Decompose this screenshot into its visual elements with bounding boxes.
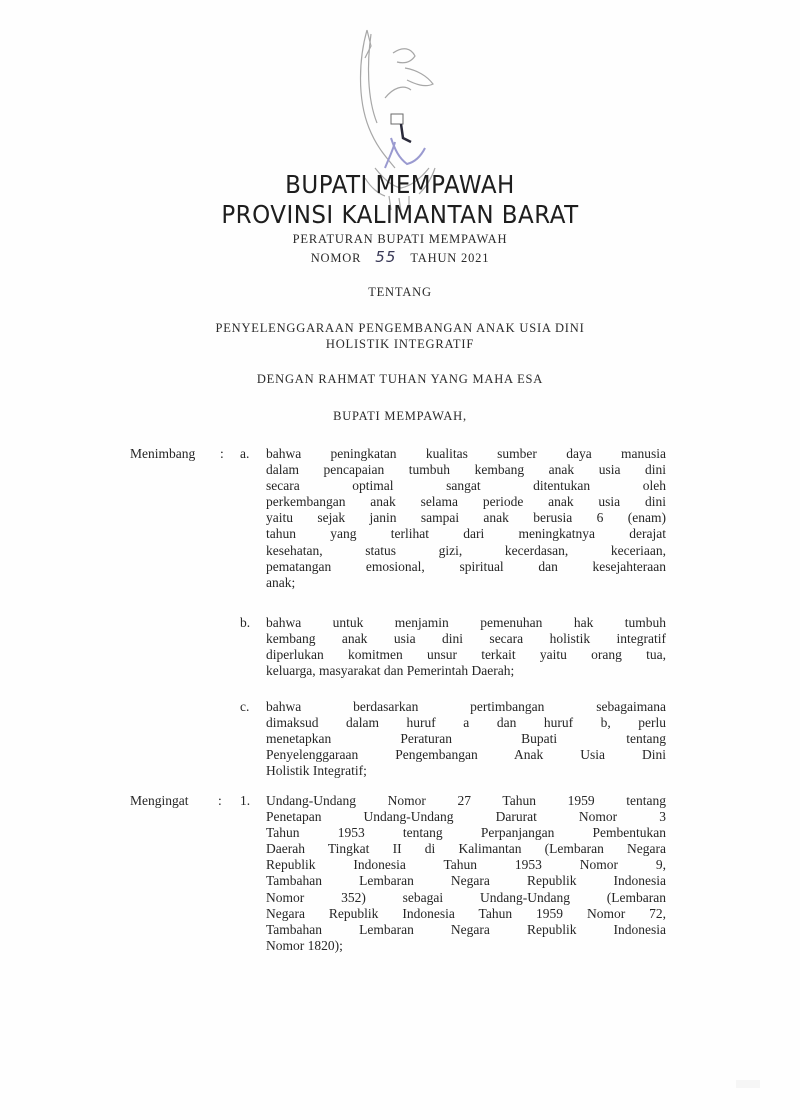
scan-artifact <box>736 1080 760 1088</box>
text-line: kembang anak usia dini secara holistik integratif <box>266 631 666 647</box>
regulation-number: 55 <box>375 248 397 266</box>
text-line: Daerah Tingkat II di Kalimantan (Lembaran Negara <box>266 841 666 857</box>
text-line: Undang-Undang Nomor 27 Tahun 1959 tentang <box>266 793 666 808</box>
item-label-1: 1. <box>240 793 251 808</box>
text-line: Penyelenggaraan Pengembangan Anak Usia Dini <box>266 747 666 763</box>
mengingat-label: Mengingat <box>130 793 189 808</box>
mengingat-colon: : <box>218 793 222 808</box>
text-line: menetapkan Peraturan Bupati tentang <box>266 731 666 747</box>
menimbang-label: Menimbang <box>130 446 196 461</box>
text-line: diperlukan komitmen unsur terkait yaitu orang tua, <box>266 647 666 663</box>
number-prefix: NOMOR <box>310 251 362 265</box>
regulation-title: PERATURAN BUPATI MEMPAWAH <box>292 232 508 246</box>
regulation-year: TAHUN 2021 <box>410 251 490 265</box>
invocation: DENGAN RAHMAT TUHAN YANG MAHA ESA <box>256 372 544 386</box>
header-line-2: PROVINSI KALIMANTAN BARAT <box>221 200 579 229</box>
subject-line-2: HOLISTIK INTEGRATIF <box>325 337 475 351</box>
menimbang-item-a <box>266 446 666 591</box>
text-line: bahwa untuk menjamin pemenuhan hak tumbuh <box>266 615 666 630</box>
text-line: tahun yang terlihat dari meningkatnya derajat <box>266 526 666 542</box>
text-line: Tambahan Lembaran Negara Republik Indonesia <box>266 921 666 937</box>
menimbang-item-c <box>266 699 666 779</box>
tentang-heading: TENTANG <box>368 285 432 299</box>
text-line: anak; <box>266 574 296 590</box>
text-line: kesehatan, status gizi, kecerdasan, keceriaan, <box>266 542 666 558</box>
subject-line-1: PENYELENGGARAAN PENGEMBANGAN ANAK USIA DINI <box>215 321 585 335</box>
text-line: bahwa peningkatan kualitas sumber daya manusia <box>266 446 666 461</box>
text-line: keluarga, masyarakat dan Pemerintah Daerah; <box>266 663 515 679</box>
header-line-1: BUPATI MEMPAWAH <box>285 170 515 199</box>
text-line: Nomor 1820); <box>266 937 343 953</box>
text-line: Holistik Integratif; <box>266 763 367 779</box>
mengingat-item-1 <box>266 793 666 954</box>
text-line: secara optimal sangat ditentukan oleh <box>266 478 666 494</box>
item-label-a: a. <box>240 446 250 461</box>
text-line: Negara Republik Indonesia Tahun 1959 Nomor 72, <box>266 905 666 921</box>
authority-line: BUPATI MEMPAWAH, <box>333 409 467 423</box>
text-line: Penetapan Undang-Undang Darurat Nomor 3 <box>266 809 666 825</box>
text-line: perkembangan anak selama periode anak usia dini <box>266 494 666 510</box>
text-line: dalam pencapaian tumbuh kembang anak usia dini <box>266 462 666 478</box>
item-label-b: b. <box>240 615 251 630</box>
text-line: Republik Indonesia Tahun 1953 Nomor 9, <box>266 857 666 873</box>
item-label-c: c. <box>240 699 250 714</box>
text-line: Tambahan Lembaran Negara Republik Indonesia <box>266 873 666 889</box>
text-line: Tahun 1953 tentang Perpanjangan Pembentukan <box>266 825 666 841</box>
text-line: yaitu sejak janin sampai anak berusia 6 (enam) <box>266 510 666 526</box>
text-line: dimaksud dalam huruf a dan huruf b, perlu <box>266 715 666 731</box>
text-line: pematangan emosional, spiritual dan kesejahteraan <box>266 558 666 574</box>
text-line: Nomor 352) sebagai Undang-Undang (Lembaran <box>266 889 666 905</box>
regulation-number-line <box>0 248 800 266</box>
text-line: bahwa berdasarkan pertimbangan sebagaimana <box>266 699 666 714</box>
menimbang-colon: : <box>220 446 224 461</box>
menimbang-item-b <box>266 615 666 679</box>
